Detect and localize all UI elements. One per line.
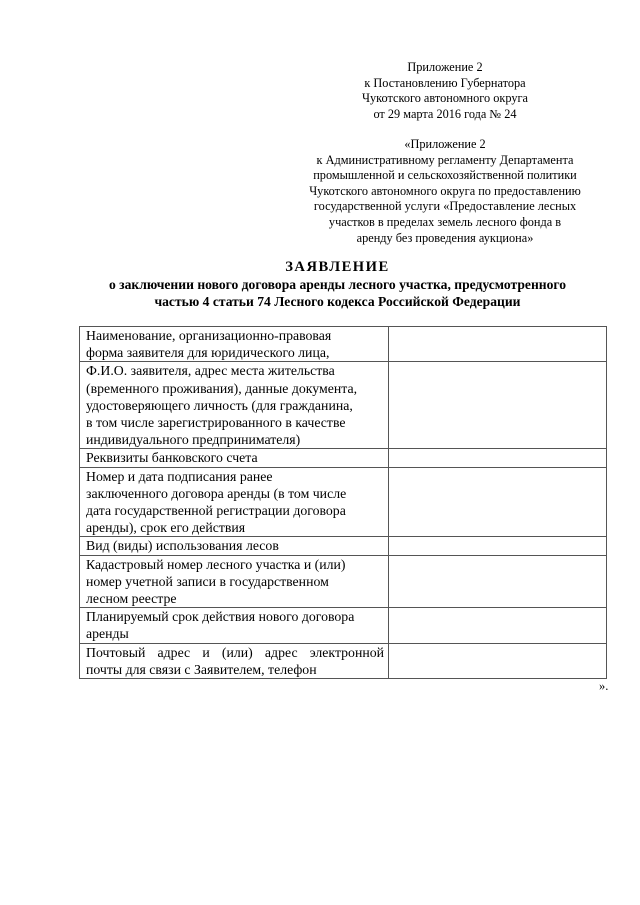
appendix-governor-line: Чукотского автономного округа	[362, 91, 528, 106]
label-line: удостоверяющего личность (для гражданина,	[86, 397, 353, 413]
label-line: аренды), срок его действия	[86, 520, 246, 536]
appendix-regulation-line: государственной услуги «Предоставление лесных	[313, 199, 577, 214]
appendix-regulation-header	[285, 137, 605, 246]
field-label-applicant-name	[80, 327, 389, 362]
field-label-planned-term	[80, 608, 389, 643]
appendix-regulation-line: участков в пределах земель лесного фонда в	[328, 214, 562, 229]
application-form-table	[79, 326, 607, 679]
document-title	[60, 258, 615, 310]
title-subtitle-line: частью 4 статьи 74 Лесного кодекса Российской Федерации	[154, 294, 521, 309]
label-line: форма заявителя для юридического лица,	[86, 345, 330, 361]
table-row	[80, 362, 607, 449]
table-row	[80, 449, 607, 467]
label-line: Номер и дата подписания ранее	[86, 468, 273, 484]
appendix-governor-line: Приложение 2	[407, 60, 483, 74]
table-row	[80, 327, 607, 362]
table-row	[80, 467, 607, 537]
title-main: ЗАЯВЛЕНИЕ	[285, 259, 390, 275]
label-line: (временного проживания), данные документа,	[86, 380, 358, 396]
label-line: дата государственной регистрации договора	[86, 503, 346, 519]
title-subtitle-line: о заключении нового договора аренды лесного участка, предусмотренного	[108, 277, 567, 292]
table-row	[80, 643, 607, 678]
field-value-forest-use-type[interactable]	[389, 537, 607, 555]
table-row	[80, 555, 607, 608]
label-line: заключенного договора аренды (в том числе	[86, 485, 347, 501]
label-line: Реквизиты банковского счета	[86, 450, 258, 466]
field-label-previous-lease	[80, 467, 389, 537]
appendix-governor-line: к Постановлению Губернатора	[364, 75, 526, 90]
label-line: Ф.И.О. заявителя, адрес места жительства	[86, 363, 335, 379]
appendix-regulation-line: промышленной и сельскохозяйственной политики	[313, 168, 577, 183]
appendix-governor-line: от 29 марта 2016 года № 24	[373, 106, 517, 121]
closing-quote-mark: ».	[599, 679, 609, 693]
label-line: Наименование, организационно-правовая	[86, 328, 332, 343]
field-label-cadastral-number	[80, 555, 389, 608]
field-label-applicant-person	[80, 362, 389, 449]
label-line: Вид (виды) использования лесов	[86, 538, 279, 554]
label-line: Кадастровый номер лесного участка и (или)	[86, 556, 346, 572]
field-value-applicant-name[interactable]	[389, 327, 607, 362]
label-line: индивидуального предпринимателя)	[86, 432, 301, 448]
table-row	[80, 608, 607, 643]
label-line: аренды	[86, 626, 129, 642]
appendix-regulation-line: к Административному регламенту Департамента	[316, 152, 574, 167]
label-line: в том числе зарегистрированного в качестве	[86, 415, 346, 431]
field-value-applicant-person[interactable]	[389, 362, 607, 449]
appendix-regulation-line: «Приложение 2	[404, 137, 486, 151]
field-label-forest-use-type	[80, 537, 389, 555]
field-value-cadastral-number[interactable]	[389, 555, 607, 608]
label-line: почты для связи с Заявителем, телефон	[86, 661, 317, 677]
label-line: Почтовый адрес и (или) адрес электронной	[86, 644, 384, 660]
label-line: лесном реестре	[86, 591, 177, 607]
field-value-previous-lease[interactable]	[389, 467, 607, 537]
field-label-contact-info	[80, 643, 389, 678]
appendix-regulation-line: Чукотского автономного округа по предоставлению	[309, 183, 581, 198]
table-row	[80, 537, 607, 555]
label-line: Планируемый срок действия нового договора	[86, 609, 355, 625]
field-value-planned-term[interactable]	[389, 608, 607, 643]
appendix-regulation-line: аренду без проведения аукциона»	[356, 230, 534, 245]
label-line: номер учетной записи в государственном	[86, 573, 329, 589]
field-label-bank-details	[80, 449, 389, 467]
appendix-governor-header	[285, 60, 605, 122]
field-value-bank-details[interactable]	[389, 449, 607, 467]
field-value-contact-info[interactable]	[389, 643, 607, 678]
